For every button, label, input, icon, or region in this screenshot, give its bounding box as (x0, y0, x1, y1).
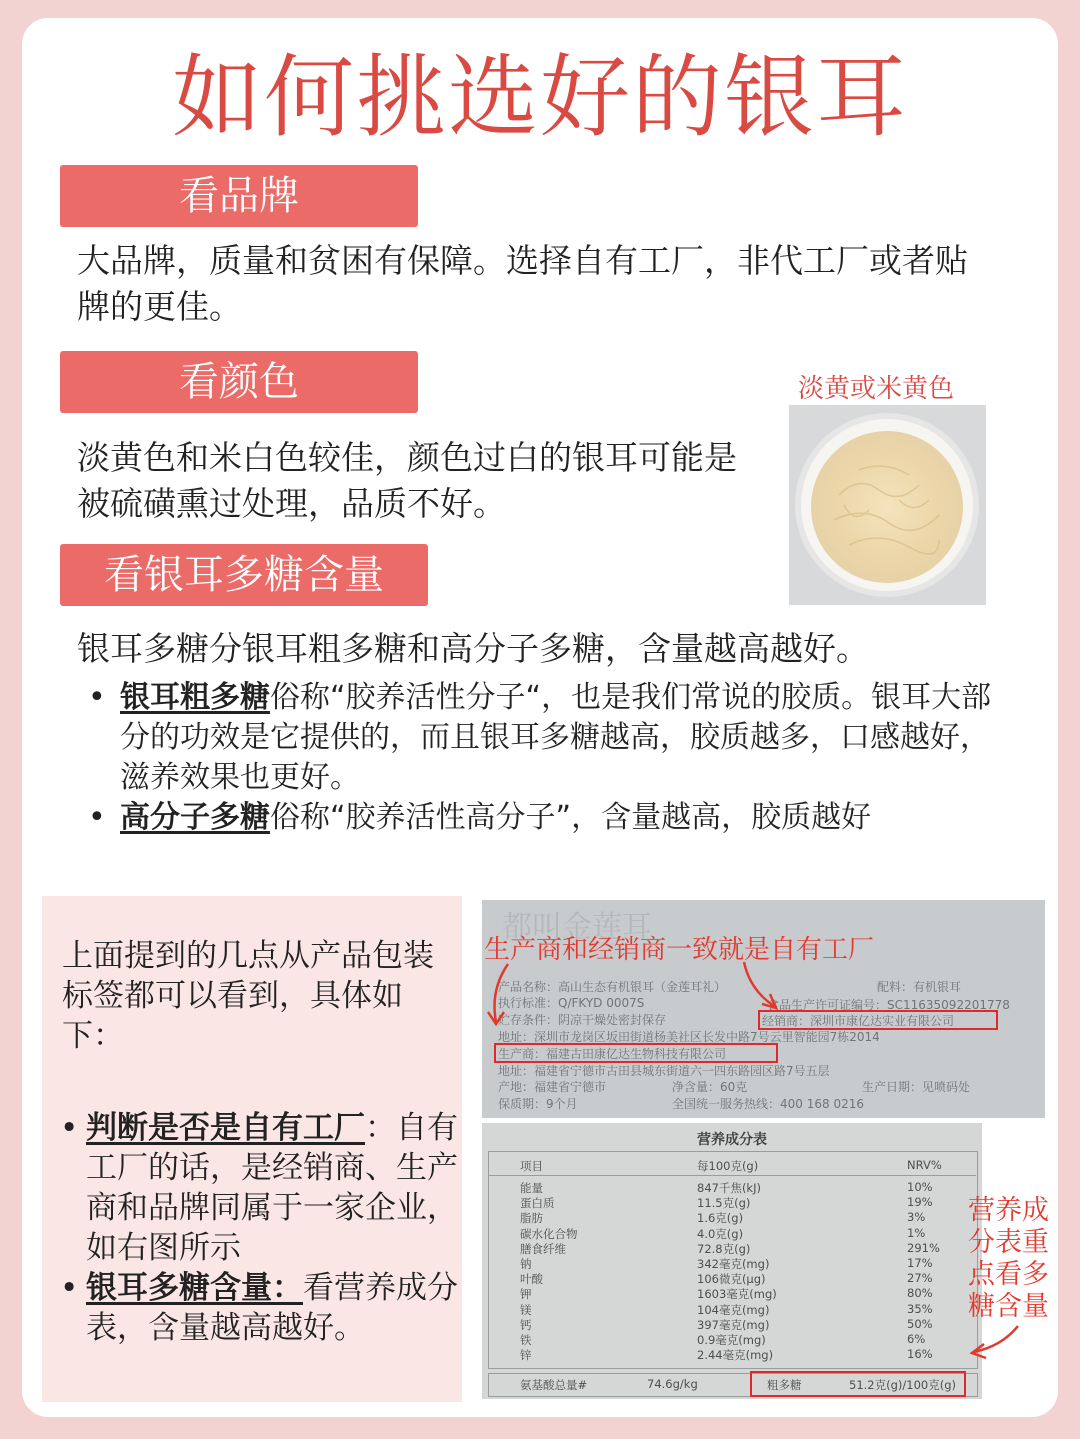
note-intro: 上面提到的几点从产品包装标签都可以看到，具体如下： (62, 938, 434, 1054)
label-line: 地址：福建省宁德市古田县城东街道六一四东路园区路7号五层 (498, 1064, 830, 1078)
divider (488, 1175, 976, 1176)
nutrition-cell: 1603毫克(mg) (697, 1287, 777, 1302)
list-item (60, 1108, 460, 1268)
content-card (22, 18, 1058, 1417)
photo-label: 淡黄或米黄色 (798, 374, 955, 404)
tremella-bowl-image (789, 405, 986, 605)
item-text: 看营养成分表，含量越高越好。 (86, 1270, 458, 1346)
nutrition-cell: 104毫克(mg) (697, 1302, 770, 1317)
nutrition-table-photo (482, 1123, 982, 1399)
note-list (60, 1108, 460, 1348)
label-line: 产品名称：高山生态有机银耳（金莲耳礼） (498, 980, 727, 994)
nutrition-cell: 铁 (520, 1333, 532, 1347)
arrow-icon (482, 900, 1045, 1118)
package-label-photo (482, 900, 1045, 1118)
footer-cell: 粗多糖 (767, 1378, 802, 1392)
nutrition-cell: 0.9毫克(mg) (697, 1333, 766, 1347)
nutrition-cell: 106微克(μg) (697, 1272, 766, 1287)
nutrition-cell: 镁 (520, 1302, 532, 1317)
item-text: ：自有工厂的话，是经销商、生产商和品牌同属于一家企业，如右图所示 (86, 1110, 458, 1266)
nutrition-header: 每100克(g) (697, 1159, 759, 1173)
nutrition-cell: 27% (907, 1271, 933, 1286)
nutrition-cell: 锌 (520, 1348, 532, 1363)
nutrition-cell: 19% (907, 1195, 933, 1210)
nutrition-title: 营养成分表 (697, 1132, 767, 1148)
nutrition-cell: 80% (907, 1286, 933, 1301)
nutrition-cell: 2.44毫克(mg) (697, 1348, 774, 1363)
nutrition-annotation: 营养成分表重点看多糖含量 (968, 1195, 1049, 1322)
item-text: 俗称“胶养活性分子“，也是我们常说的胶质。银耳大部分的功效是它提供的，而且银耳多糖越高，胶质越多，口感越好，滋养效果也更好。 (120, 680, 992, 795)
color-text: 淡黄色和米白色较佳，颜色过白的银耳可能是被硫磺熏过处理，品质不好。 (77, 438, 737, 523)
nutrition-cell: 1.6克(g) (697, 1211, 744, 1226)
footer-cell: 51.2克(g)/100克(g) (849, 1378, 956, 1392)
polysaccharide-intro: 银耳多糖分银耳粗多糖和高分子多糖，含量越高越好。 (77, 629, 869, 668)
term-own-factory: 判断是否是自有工厂 (86, 1110, 365, 1146)
label-line: 保质期：9个月 (498, 1097, 578, 1111)
footer-cell: 氨基酸总量# (520, 1378, 588, 1392)
nutrition-cell: 6% (907, 1332, 926, 1346)
nutrition-cell: 50% (907, 1316, 933, 1331)
note-box (42, 896, 462, 1402)
nutrition-cell: 17% (907, 1256, 933, 1270)
nutrition-cell: 3% (907, 1210, 926, 1225)
nutrition-cell: 钙 (520, 1317, 532, 1332)
nutrition-cell: 11.5克(g) (697, 1196, 751, 1211)
nutrition-cell: 碳水化合物 (520, 1226, 578, 1241)
label-line: 执行标准：Q/FKYD 0007S (498, 996, 645, 1010)
polysaccharide-highlight (750, 1371, 966, 1397)
label-annotation: 生产商和经销商一致就是自有工厂 (484, 935, 875, 965)
label-line: 生产商：福建古田康亿达生物科技有限公司 (498, 1047, 727, 1061)
nutrition-cell: 钠 (520, 1257, 532, 1271)
label-line: 全国统一服务热线：400 168 0216 (672, 1097, 864, 1111)
label-line: 经销商：深圳市康亿达实业有限公司 (762, 1014, 955, 1028)
section-tag-color: 看颜色 (60, 351, 418, 413)
polysaccharide-list (76, 678, 1006, 838)
nutrition-cell: 蛋白质 (520, 1196, 555, 1211)
list-item (76, 678, 1006, 798)
nutrition-cell: 72.8克(g) (697, 1241, 751, 1256)
footer-cell: 74.6g/kg (647, 1377, 698, 1391)
nutrition-cell: 35% (907, 1301, 933, 1316)
label-line: 配料：有机银耳 (877, 980, 962, 994)
nutrition-cell: 342毫克(mg) (697, 1257, 770, 1271)
nutrition-cell: 291% (907, 1240, 940, 1255)
item-text: 俗称“胶养活性高分子”，含量越高，胶质越好 (270, 800, 872, 835)
nutrition-cell: 膳食纤维 (520, 1241, 566, 1256)
tremella-photo (789, 405, 986, 605)
label-line: 食品生产许可证编号：SC11635092201778 (767, 998, 1010, 1012)
brand-text: 大品牌，质量和贫困有保障。选择自有工厂，非代工厂或者贴牌的更佳。 (77, 241, 968, 326)
label-line: 地址：深圳市龙岗区坂田街道杨美社区长发中路7号云里智能园7栋2014 (498, 1030, 880, 1044)
section-tag-polysaccharide: 看银耳多糖含量 (60, 544, 428, 606)
nutrition-cell: 能量 (520, 1181, 543, 1195)
nutrition-cell: 1% (907, 1225, 926, 1240)
nutrition-cell: 钾 (520, 1287, 532, 1302)
nutrition-cell: 16% (907, 1347, 933, 1362)
nutrition-cell: 4.0克(g) (697, 1226, 744, 1241)
nutrition-cell: 847千焦(kJ) (697, 1181, 761, 1195)
label-line: 贮存条件：阴凉干燥处密封保存 (498, 1013, 667, 1027)
label-faded-heading: 都叫金莲耳 (502, 910, 652, 945)
list-item (60, 1268, 460, 1348)
arrow-icon (962, 1320, 1032, 1360)
page-title: 如何挑选好的银耳 (172, 45, 908, 150)
label-line: 生产日期：见喷码处 (862, 1080, 971, 1094)
nutrition-cell: 脂肪 (520, 1211, 543, 1226)
label-line: 产地：福建省宁德市 (498, 1080, 607, 1094)
nutrition-header: NRV% (907, 1158, 942, 1172)
label-line: 净含量：60克 (672, 1080, 748, 1094)
term-polysaccharide-content: 银耳多糖含量： (86, 1270, 303, 1306)
nutrition-cell: 397毫克(mg) (697, 1317, 770, 1332)
list-item (76, 798, 1006, 838)
term-crude-polysaccharide: 银耳粗多糖 (120, 680, 270, 715)
nutrition-header: 项目 (520, 1159, 543, 1173)
term-high-molecular-polysaccharide: 高分子多糖 (120, 800, 270, 835)
section-tag-brand: 看品牌 (60, 165, 418, 227)
nutrition-cell: 叶酸 (520, 1272, 543, 1287)
nutrition-cell: 10% (907, 1180, 933, 1194)
